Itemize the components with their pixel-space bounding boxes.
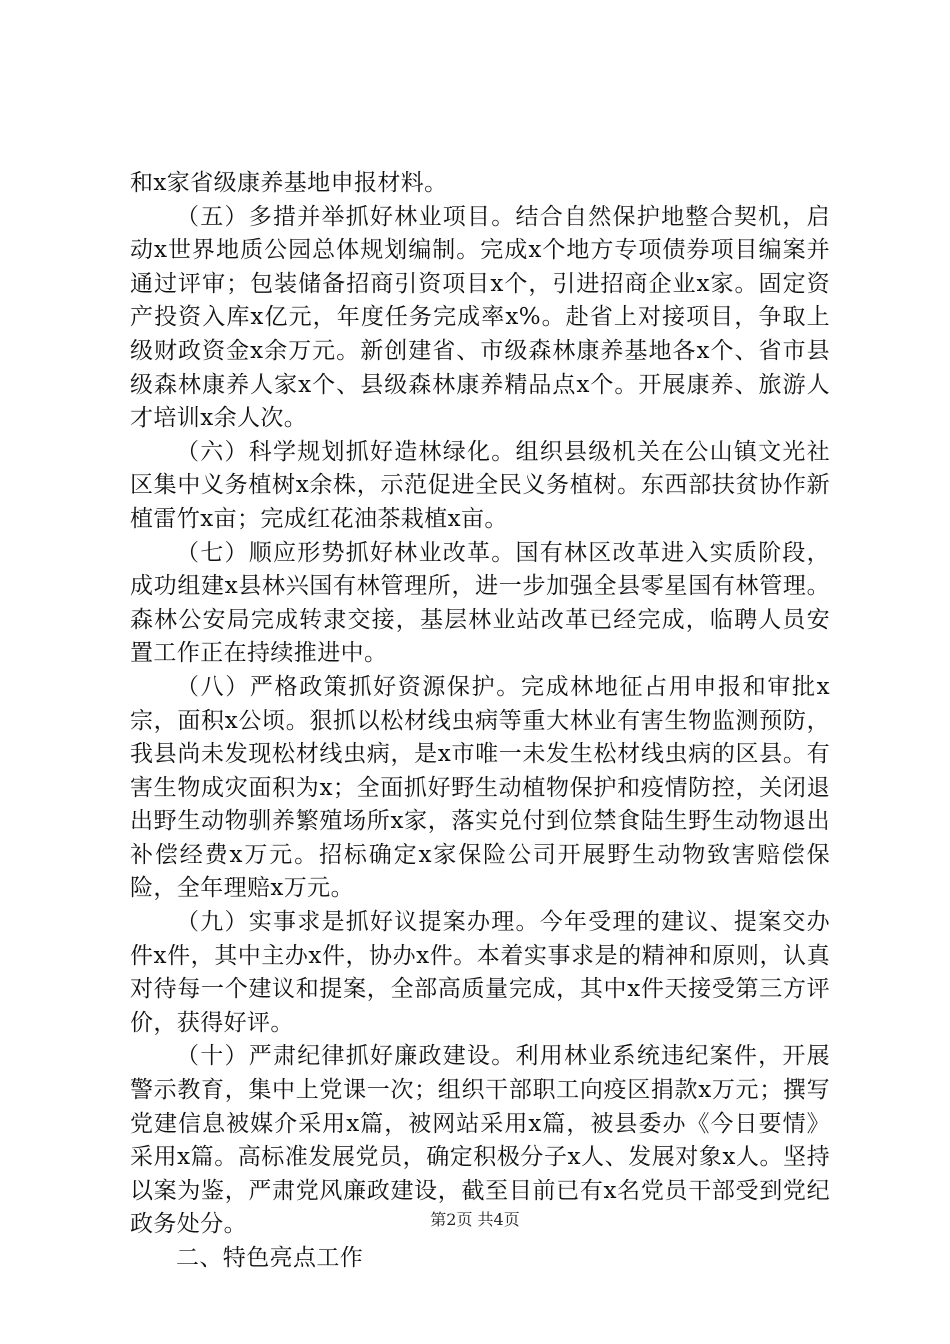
paragraph-continuation: 和x家省级康养基地申报材料。 <box>130 170 448 196</box>
paragraph-resource-protection: （八）严格政策抓好资源保护。完成林地征占用申报和审批x宗，面积x公顷。狠抓以松材线虫病等重大林业有害生物监测预防，我县尚未发现松材线虫病，是x市唯一未发生松材线虫病的区县。有害生物成灾面积为x；全面抓好野生动植物保护和疫情防控，关闭退出野生动物驯养繁殖场所x家，落实兑付到位禁食陆生野生动物退出补偿经费x万元。招标确定x家保险公司开展野生动物致害赔偿保险，全年理赔x万元。 <box>130 673 830 902</box>
section-heading: 二、特色亮点工作 <box>176 1245 364 1271</box>
paragraph-proposals: （九）实事求是抓好议提案办理。今年受理的建议、提案交办件x件，其中主办x件，协办x件。本着实事求是的精神和原则，认真对待每一个建议和提案，全部高质量完成，其中x件天接受第三方评价，获得好评。 <box>130 909 830 1036</box>
document-body <box>130 167 830 1276</box>
paragraph-afforestation: （六）科学规划抓好造林绿化。组织县级机关在公山镇文光社区集中义务植树x余株，示范促进全民义务植树。东西部扶贫协作新植雷竹x亩；完成红花油茶栽植x亩。 <box>130 438 830 532</box>
paragraph-forestry-projects: （五）多措并举抓好林业项目。结合自然保护地整合契机，启动x世界地质公园总体规划编制。完成x个地方专项债券项目编案并通过评审；包装储备招商引资项目x个，引进招商企业x家。固定资产投资入库x亿元，年度任务完成率x%。赴省上对接项目，争取上级财政资金x余万元。新创建省、市级森林康养基地各x个、省市县级森林康养人家x个、县级森林康养精品点x个。开展康养、旅游人才培训x余人次。 <box>130 203 830 432</box>
page-footer: 第2页 共4页 <box>430 1210 520 1229</box>
paragraph-integrity: （十）严肃纪律抓好廉政建设。利用林业系统违纪案件，开展警示教育，集中上党课一次；组织干部职工向疫区捐款x万元；撰写党建信息被媒介采用x篇，被网站采用x篇，被县委办《今日要情》采用x篇。高标准发展党员，确定积极分子x人、发展对象x人。坚持以案为鉴，严肃党风廉政建设，截至目前已有x名党员干部受到党纪政务处分。 <box>130 1043 830 1238</box>
paragraph-forestry-reform: （七）顺应形势抓好林业改革。国有林区改革进入实质阶段，成功组建x县林兴国有林管理所，进一步加强全县零星国有林管理。森林公安局完成转隶交接，基层林业站改革已经完成，临聘人员安置工作正在持续推进中。 <box>130 539 830 667</box>
